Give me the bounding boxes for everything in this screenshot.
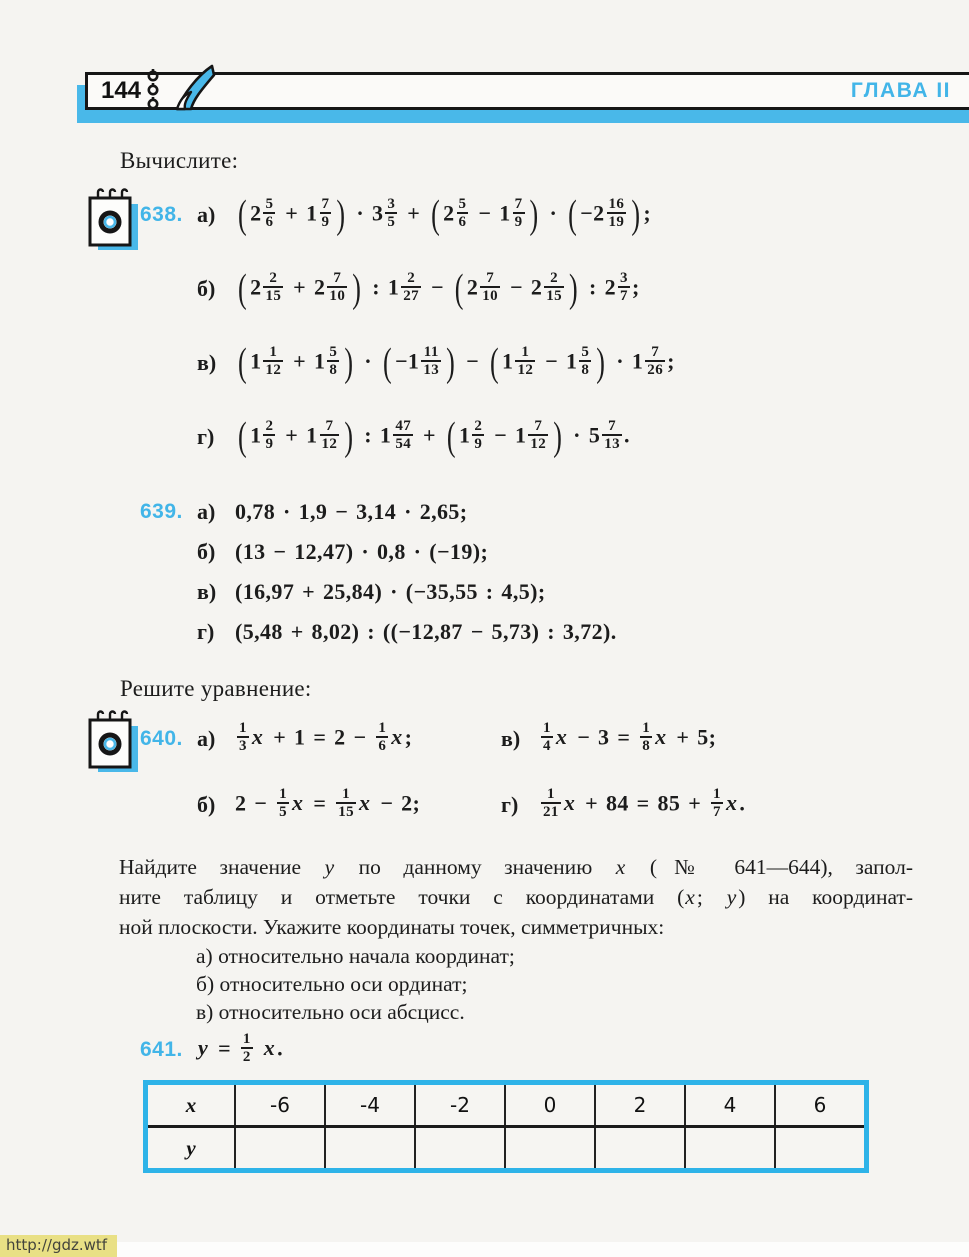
table-cell	[234, 1128, 324, 1168]
problem-number: 639.	[140, 500, 183, 523]
math-expression: ( 1 $\frac{2}{9}$ + 1 $\frac{7}{12}$ ) : 1 $\frac{47}{54}$ + ( 1 $\frac{2}{9}$ − 1 $\frac{7}{12}$ ) · 5 $\frac{7}{13}$ .	[238, 413, 630, 459]
math-expression: ( 2 $\frac{5}{6}$ + 1 $\frac{7}{9}$ ) · 3 $\frac{3}{5}$ + ( 2 $\frac{5}{6}$ − 1 $\frac{7}{9}$ ) · ( −2 $\frac{16}{19}$ ) ;	[238, 191, 652, 237]
table-cell: -4	[324, 1085, 414, 1125]
math-expression: y = $\frac{1}{2}$ x.	[198, 1030, 284, 1065]
row-label: y	[186, 1135, 196, 1160]
problem-640	[140, 706, 745, 838]
part-label: б)	[197, 539, 216, 564]
spiral-binding-icon	[143, 68, 163, 114]
symmetry-item-list	[196, 942, 515, 1026]
instruction-line: ните таблицу и отметьте точки с координатами (x; y) на координат-	[119, 885, 913, 909]
problem-part	[140, 612, 617, 652]
values-table	[143, 1080, 869, 1173]
problem-part-row	[140, 772, 745, 838]
part-label: б)	[197, 792, 216, 817]
math-expression: $\frac{1}{4}$ x − 3 = $\frac{1}{8}$ x + 5;	[543, 719, 717, 754]
problem-part	[140, 178, 675, 252]
bottom-strip	[0, 1242, 969, 1257]
part-label: г)	[501, 792, 519, 817]
problem-part	[140, 400, 675, 474]
problem-part	[140, 252, 675, 326]
math-expression: (16,97 + 25,84) · (−35,55 : 4,5);	[235, 579, 546, 604]
table-cell	[774, 1128, 864, 1168]
table-row-x	[148, 1085, 864, 1128]
instruction-paragraph	[119, 852, 913, 942]
problem-number: 641.	[140, 1038, 183, 1061]
problem-part	[140, 532, 617, 572]
problem-part	[140, 326, 675, 400]
part-label: в)	[197, 579, 217, 604]
table-cell: -2	[414, 1085, 504, 1125]
symmetry-item: б) относительно оси ординат;	[196, 972, 468, 996]
heading-calculate: Вычислите:	[120, 148, 239, 173]
table-cell	[414, 1128, 504, 1168]
math-expression: 0,78 · 1,9 − 3,14 · 2,65;	[235, 499, 468, 524]
table-cell: 0	[504, 1085, 594, 1125]
instruction-line: Найдите значение y по данному значению x (№ 641—644), запол-	[119, 855, 913, 879]
problem-641	[140, 1022, 283, 1078]
part-label: б)	[197, 276, 216, 301]
problem-639	[140, 492, 617, 652]
table-cell	[504, 1128, 594, 1168]
math-expression: ( 1 $\frac{1}{12}$ + 1 $\frac{5}{8}$ ) · ( −1 $\frac{11}{13}$ ) − ( 1 $\frac{1}{12}$ − 1 $\frac{5}{8}$ ) · 1 $\frac{7}{26}$ ;	[238, 339, 675, 385]
part-label: а)	[197, 726, 216, 751]
notepad-icon	[86, 188, 142, 254]
part-label: в)	[501, 726, 521, 751]
math-expression: $\frac{1}{3}$ x + 1 = 2 − $\frac{1}{6}$ x;	[239, 719, 413, 754]
table-cell	[324, 1128, 414, 1168]
math-expression: 2 − $\frac{1}{5}$ x = $\frac{1}{15}$ x − 2;	[235, 785, 421, 820]
part-label: г)	[197, 619, 215, 644]
notepad-icon	[86, 710, 142, 776]
math-expression: ( 2 $\frac{2}{15}$ + 2 $\frac{7}{10}$ ) : 1 $\frac{2}{27}$ − ( 2 $\frac{7}{10}$ − 2 $\frac{2}{15}$ ) : 2 $\frac{3}{7}$ ;	[238, 265, 640, 311]
problem-number: 640.	[140, 727, 183, 750]
problem-part-row	[140, 706, 745, 772]
symmetry-item: в) относительно оси абсцисс.	[196, 1000, 465, 1024]
heading-solve: Решите уравнение:	[120, 676, 312, 701]
part-label: а)	[197, 202, 216, 227]
table-row-y	[148, 1128, 864, 1168]
part-label: а)	[197, 499, 216, 524]
symmetry-item: а) относительно начала координат;	[196, 944, 515, 968]
watermark: http://gdz.wtf	[0, 1235, 117, 1257]
problem-number: 638.	[140, 203, 183, 226]
problem-638	[140, 178, 675, 474]
table-cell	[684, 1128, 774, 1168]
page-curl-icon	[170, 63, 216, 113]
instruction-line: ной плоскости. Укажите координаты точек, симметричных:	[119, 915, 665, 939]
math-expression: (13 − 12,47) · 0,8 · (−19);	[235, 539, 489, 564]
problem-part	[140, 492, 617, 532]
table-cell: 4	[684, 1085, 774, 1125]
math-expression: (5,48 + 8,02) : ((−12,87 − 5,73) : 3,72).	[235, 619, 617, 644]
part-label: г)	[197, 424, 215, 449]
row-label: x	[185, 1092, 197, 1117]
problem-part	[140, 572, 617, 612]
table-cell: 2	[594, 1085, 684, 1125]
table-cell: -6	[234, 1085, 324, 1125]
table-cell: 6	[774, 1085, 864, 1125]
page-header	[85, 72, 969, 110]
table-cell	[594, 1128, 684, 1168]
page-number: 144	[100, 77, 142, 104]
math-expression: $\frac{1}{21}$ x + 84 = 85 + $\frac{1}{7}$ x.	[543, 785, 746, 820]
chapter-label: ГЛАВА II	[850, 79, 951, 102]
part-label: в)	[197, 350, 217, 375]
